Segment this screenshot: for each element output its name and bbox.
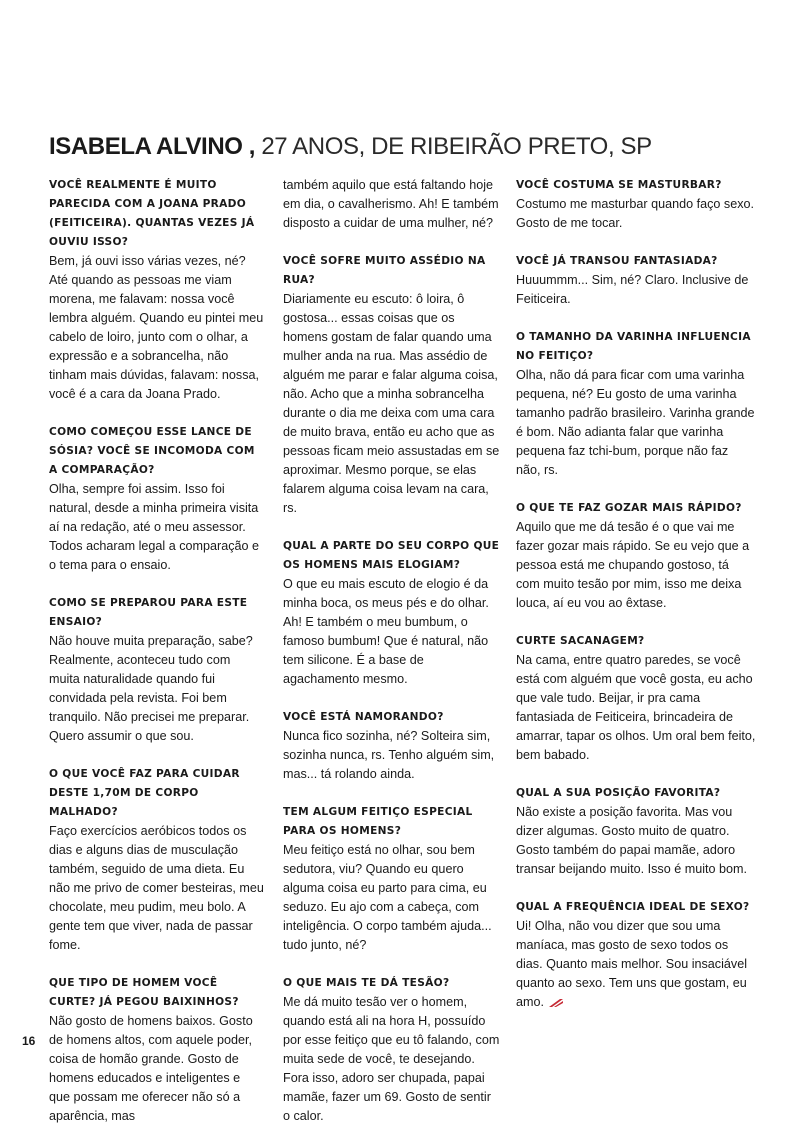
interview-answer [516, 518, 756, 613]
page-number: 16 [22, 1034, 36, 1048]
interview-question: VOCÊ COSTUMA SE MASTURBAR? [516, 179, 722, 191]
interview-answer [516, 366, 756, 480]
interview-answer [516, 803, 756, 879]
interview-answer [283, 176, 501, 233]
answer-text: Olha, não dá para ficar com uma varinha pequena, né? Eu gosto de uma varinha tamanho padrão brasileiro. Varinha grande é bom. Não adianta falar que varinha pequena faz tchi-bum, porque não faz não, rs. [516, 368, 755, 477]
answer-text: Nunca fico sozinha, né? Solteira sim, sozinha nunca, rs. Tenho alguém sim, mas... tá rolando ainda. [283, 729, 495, 781]
interview-answer [283, 993, 501, 1126]
interview-answer [283, 727, 501, 784]
interview-question: CURTE SACANAGEM? [516, 635, 645, 647]
text-column-1 [49, 176, 264, 1145]
interview-answer [516, 271, 756, 309]
interview-answer [283, 841, 501, 955]
answer-text: Huuummm... Sim, né? Claro. Inclusive de Feiticeira. [516, 273, 749, 306]
answer-text: O que eu mais escuto de elogio é da minha boca, os meus pés e do olhar. Ah! E também o meu bumbum, o famoso bumbum! Que é natural, não tem silicone. É a base de agachamento mesmo. [283, 577, 489, 686]
interview-answer [49, 1012, 264, 1126]
answer-text: Meu feitiço está no olhar, sou bem sedutora, viu? Quando eu quero alguma coisa eu parto para cima, eu seduzo. Eu ajo com a cabeça, com inteligência. O corpo também ajuda... tudo junto, né? [283, 843, 492, 952]
interview-question: COMO COMEÇOU ESSE LANCE DE SÓSIA? VOCÊ SE INCOMODA COM A COMPARAÇÃO? [49, 426, 255, 476]
interview-answer [49, 822, 264, 955]
interview-question: VOCÊ REALMENTE É MUITO PARECIDA COM A JOANA PRADO (FEITICEIRA). QUANTAS VEZES JÁ OUVIU ISSO? [49, 179, 255, 248]
interview-answer [49, 252, 264, 404]
interview-question: QUAL A FREQUÊNCIA IDEAL DE SEXO? [516, 901, 750, 913]
interview-answer [516, 917, 756, 1012]
answer-text: Faço exercícios aeróbicos todos os dias e alguns dias de musculação também, seguido de uma dieta. Eu não me privo de comer besteiras, meu chocolate, meu pudim, meu bolo. A gente tem que viver, nada de passar fome. [49, 824, 264, 952]
answer-text: Aquilo que me dá tesão é o que vai me fazer gozar mais rápido. Se eu vejo que a pessoa está me chupando gostoso, tá com muito tesão por mim, isso me deixa louca, aí eu vou ao êxtase. [516, 520, 750, 610]
answer-text: Me dá muito tesão ver o homem, quando está ali na hora H, possuído por esse feitiço que eu tô falando, com muita sede de você, te desejando. Fora isso, adoro ser chupada, papai mamãe, fazer um 69. Gosto de sentir o calor. [283, 995, 500, 1123]
interview-question: O QUE VOCÊ FAZ PARA CUIDAR DESTE 1,70M DE CORPO MALHADO? [49, 768, 240, 818]
interview-question: TEM ALGUM FEITIÇO ESPECIAL PARA OS HOMENS? [283, 806, 473, 837]
interview-answer [283, 290, 501, 518]
interview-question: O QUE TE FAZ GOZAR MAIS RÁPIDO? [516, 502, 742, 514]
text-column-2 [283, 176, 501, 1145]
article-end-mark-icon [548, 998, 564, 1008]
answer-text: também aquilo que está faltando hoje em dia, o cavalherismo. Ah! E também disposto a cuidar de uma mulher, né? [283, 178, 499, 230]
interview-question: COMO SE PREPAROU PARA ESTE ENSAIO? [49, 597, 248, 628]
interview-question: QUAL A PARTE DO SEU CORPO QUE OS HOMENS MAIS ELOGIAM? [283, 540, 500, 571]
interview-question: O TAMANHO DA VARINHA INFLUENCIA NO FEITIÇO? [516, 331, 751, 362]
interviewee-details: 27 ANOS, DE RIBEIRÃO PRETO, SP [261, 133, 652, 160]
answer-text: Na cama, entre quatro paredes, se você está com alguém que você gosta, eu acho que vale tudo. Beijar, ir pra cama fantasiada de Feiticeira, brincadeira de amarrar, tapar os olhos. Um oral bem feito, bem babado. [516, 653, 756, 762]
answer-text: Olha, sempre foi assim. Isso foi natural, desde a minha primeira visita aí na redação, até o meu assessor. Todos acharam legal a comparação e o tema para o ensaio. [49, 482, 260, 572]
interview-answer [516, 195, 756, 233]
interview-headline [49, 132, 769, 162]
interview-question: O QUE MAIS TE DÁ TESÃO? [283, 977, 450, 989]
interview-answer [49, 480, 264, 575]
text-column-3 [516, 176, 756, 1031]
interview-question: VOCÊ ESTÁ NAMORANDO? [283, 711, 444, 723]
interview-answer [283, 575, 501, 689]
interview-question: QUAL A SUA POSIÇÃO FAVORITA? [516, 787, 721, 799]
interviewee-name: ISABELA ALVINO , [49, 133, 256, 160]
interview-answer [49, 632, 264, 746]
answer-text: Ui! Olha, não vou dizer que sou uma maníaca, mas gosto de sexo todos os dias. Quanto mais melhor. Sou insaciável quanto ao sexo. Tem uns que gostam, eu amo. [516, 919, 748, 1009]
interview-question: VOCÊ SOFRE MUITO ASSÉDIO NA RUA? [283, 255, 486, 286]
interview-answer [516, 651, 756, 765]
interview-question: QUE TIPO DE HOMEM VOCÊ CURTE? JÁ PEGOU BAIXINHOS? [49, 977, 239, 1008]
answer-text: Diariamente eu escuto: ô loira, ô gostosa... essas coisas que os homens gostam de falar quando uma mulher anda na rua. Mas assédio de alguém me parar e falar alguma coisa, não. Acho que a minha sobrancelha durante o dia me deixa com uma cara de muito brava, então eu acho que as pessoas ficam meio assustadas em se aproximar. Mesmo porque, se elas falarem alguma coisa levam na cara, rs. [283, 292, 500, 515]
answer-text: Costumo me masturbar quando faço sexo. Gosto de me tocar. [516, 197, 755, 230]
interview-question: VOCÊ JÁ TRANSOU FANTASIADA? [516, 255, 718, 267]
answer-text: Não gosto de homens baixos. Gosto de homens altos, com aquele poder, coisa de homão grande. Gosto de homens educados e inteligentes e que possam me oferecer não só a aparência, mas [49, 1014, 253, 1123]
answer-text: Não existe a posição favorita. Mas vou dizer algumas. Gosto muito de quatro. Gosto também do papai mamãe, adoro transar beijando muito. Isso é muito bom. [516, 805, 747, 876]
answer-text: Não houve muita preparação, sabe? Realmente, aconteceu tudo com muita naturalidade quando fui convidada pela revista. Foi bem tranquilo. Não precisei me preparar. Quero assumir o que sou. [49, 634, 253, 743]
answer-text: Bem, já ouvi isso várias vezes, né? Até quando as pessoas me viam morena, me falavam: nossa você lembra alguém. Quando eu pintei meu cabelo de loiro, junto com o olhar, a expressão e a sobrancelha, não tinham mais dúvidas, falavam: nossa, você é a cara da Joana Prado. [49, 254, 264, 401]
